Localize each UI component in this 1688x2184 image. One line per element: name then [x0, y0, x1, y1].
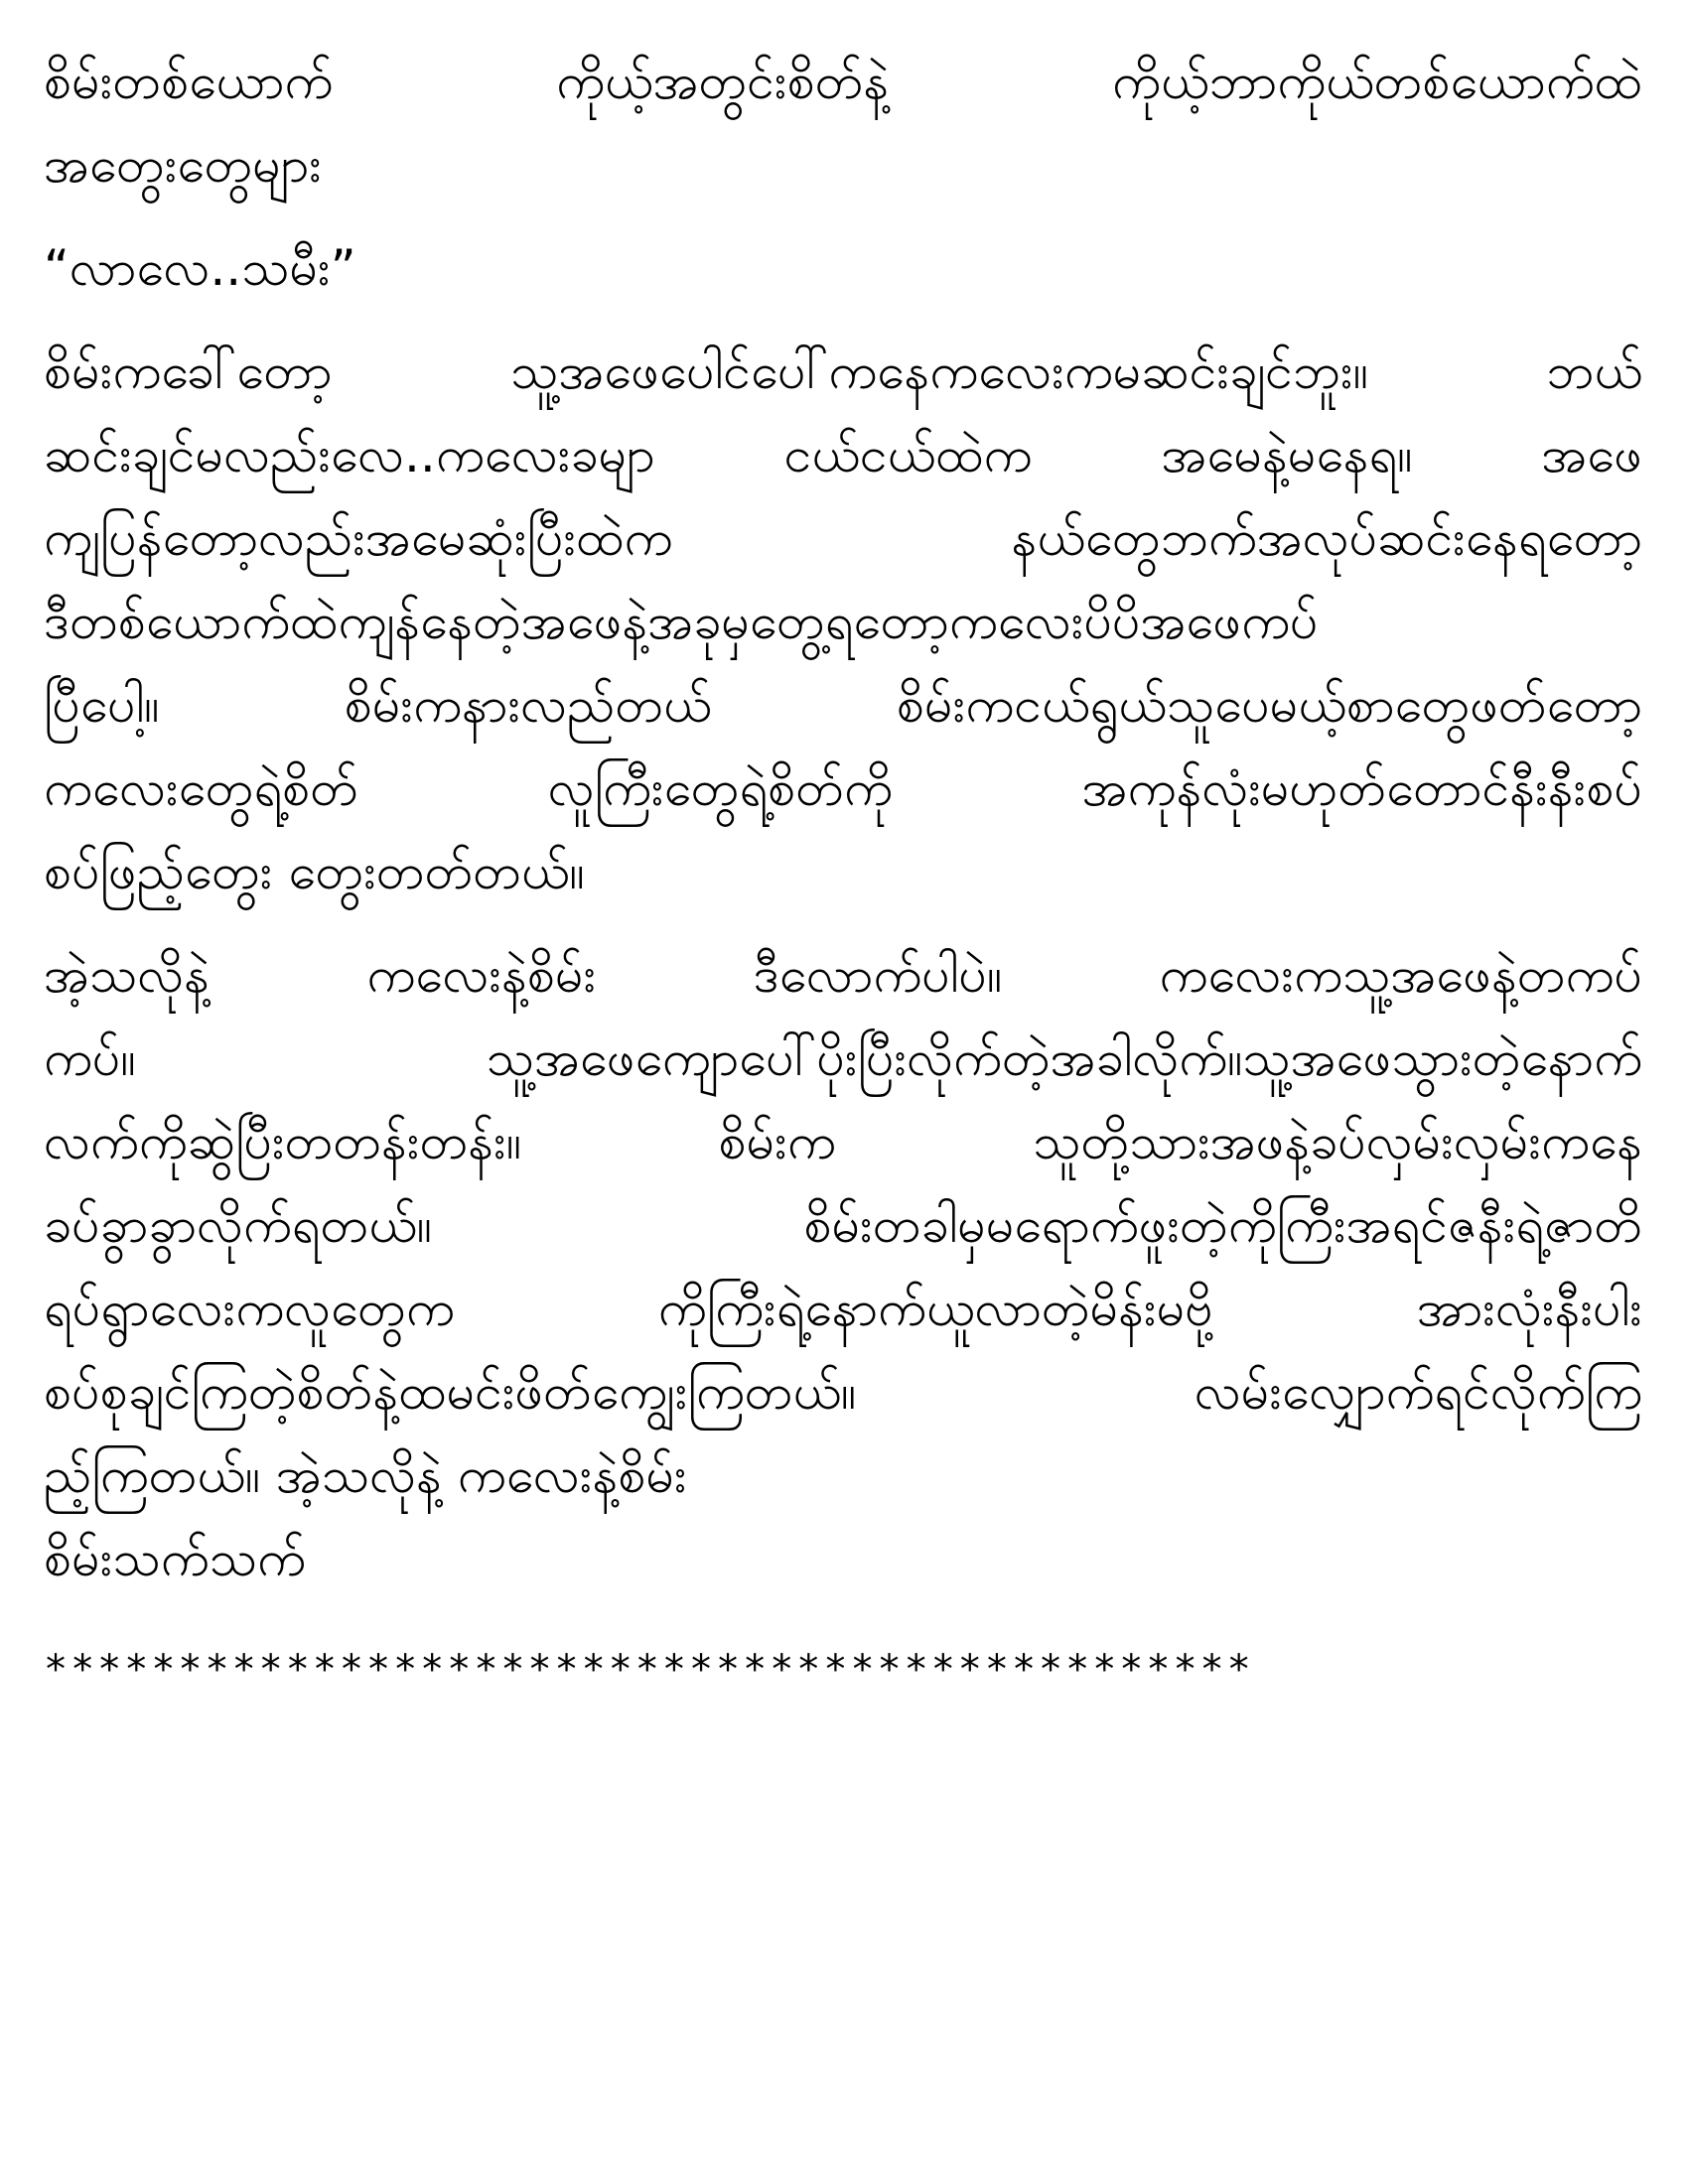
paragraph-line: ဆင်းချင်မလည်းလေ..ကလေးခမျာ ငယ်ငယ်ထဲက အမေနဲ့မနေရ။ အဖေ: [44, 426, 1642, 483]
intro-line: အတွေးတွေများ: [44, 136, 322, 194]
intro-line: စိမ်းတစ်ယောက် ကိုယ့်အတွင်းစိတ်နဲ့ ကိုယ့်ဘာကိုယ်တစ်ယောက်ထဲ: [44, 53, 1642, 110]
paragraph-line: ကလေးတွေရဲ့စိတ် လူကြီးတွေရဲ့စိတ်ကို အကုန်လုံးမဟုတ်တောင်နီးနီးစပ်: [44, 759, 1642, 817]
quote-paragraph: [44, 226, 1642, 310]
paragraph-line: ဒီတစ်ယောက်ထဲကျန်နေတဲ့အဖေနဲ့အခုမှတွေ့ရတော့ကလေးပိပိအဖေကပ်: [44, 593, 1319, 650]
paragraph-line: ခပ်ခွာခွာလိုက်ရတယ်။ စိမ်းတခါမှမရောက်ဖူးတဲ့ကိုကြီးအရင်ဇနီးရဲ့ဇာတိ: [44, 1196, 1642, 1254]
paragraph-2: [44, 933, 1642, 1600]
paragraph-line: စပ်စုချင်ကြတဲ့စိတ်နဲ့ထမင်းဖိတ်ကျွေးကြတယ်။ လမ်းလျှောက်ရင်လိုက်ကြ: [44, 1363, 1642, 1421]
intro-paragraph: [44, 40, 1642, 206]
paragraph-line: ရပ်ရွာလေးကလူတွေက ကိုကြီးရဲ့နောက်ယူလာတဲ့မိန်းမဗို့ အားလုံးနီးပါး: [44, 1280, 1642, 1337]
paragraph-line: အဲ့သလိုနဲ့ ကလေးနဲ့စိမ်း ဒီလောက်ပါပဲ။ ကလေးကသူ့အဖေနဲ့တကပ်: [44, 946, 1642, 1004]
paragraph-line: ပြီပေါ့။ စိမ်းကနားလည်တယ် စိမ်းကငယ်ရွယ်သူပေမယ့်စာတွေဖတ်တော့: [44, 676, 1642, 734]
author-signature: စိမ်းသက်သက်: [44, 1530, 306, 1587]
quote-text: “လာလေ..သမီး”: [44, 239, 356, 297]
paragraph-line: စပ်ဖြည့်တွေး တွေးတတ်တယ်။: [44, 843, 585, 900]
separator-line: *********************************************: [44, 1647, 1254, 1693]
paragraph-line: လက်ကိုဆွဲပြီးတတန်းတန်း။ စိမ်းက သူတို့သားအဖနဲ့ခပ်လှမ်းလှမ်းကနေ: [44, 1113, 1642, 1170]
paragraph-line: ည့်ကြတယ်။ အဲ့သလိုနဲ့ ကလေးနဲ့စိမ်း: [44, 1446, 687, 1504]
paragraph-line: စိမ်းကခေါ်တော့ သူ့အဖေပေါင်ပေါ်ကနေကလေးကမဆင်းချင်ဘူး။ ဘယ်: [44, 342, 1642, 400]
document-page: [44, 40, 1642, 1700]
paragraph-line: ကပ်။ သူ့အဖေကျောပေါ်ပိုးပြီးလိုက်တဲ့အခါလိုက်။သူ့အဖေသွားတဲ့နောက်: [44, 1029, 1642, 1087]
paragraph-1: [44, 330, 1642, 913]
paragraph-line: ကျပြန်တော့လည်းအမေဆုံးပြီးထဲက နယ်တွေဘက်အလုပ်ဆင်းနေရတော့: [44, 509, 1642, 567]
